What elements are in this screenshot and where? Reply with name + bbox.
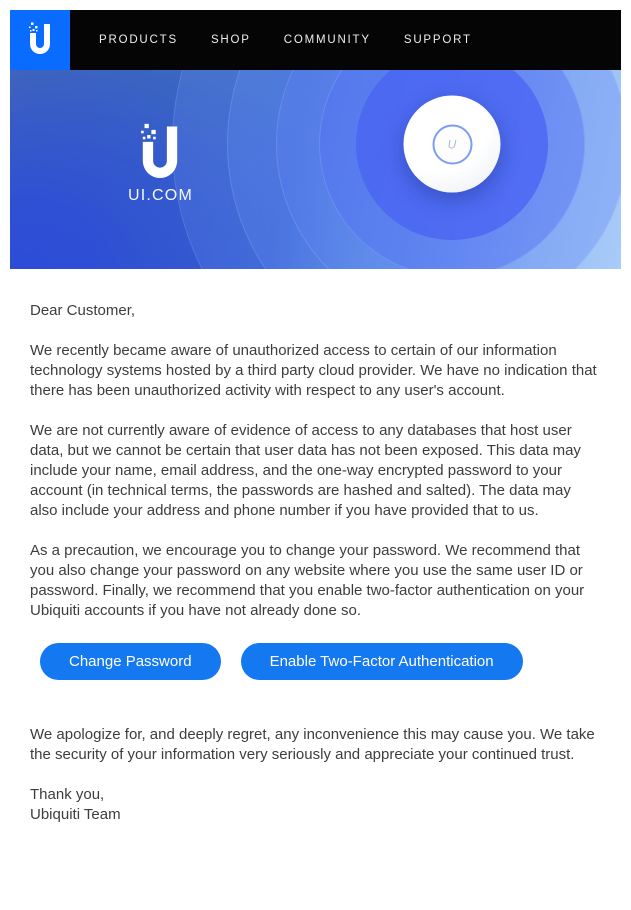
paragraph-apology: We apologize for, and deeply regret, any inconvenience this may cause you. We take the security of your information very seriously and appreciate your continued trust. (30, 726, 595, 763)
nav-item-community[interactable]: COMMUNITY (283, 34, 371, 46)
ubiquiti-logo-button[interactable] (10, 10, 70, 70)
nav-item-products[interactable]: PRODUCTS (99, 34, 178, 46)
uicom-wordmark: UI.COM (128, 187, 193, 204)
cta-button-row (40, 643, 601, 680)
enable-2fa-button[interactable]: Enable Two-Factor Authentication (241, 643, 523, 680)
nav-item-support[interactable]: SUPPORT (403, 34, 472, 46)
nav-item-shop[interactable]: SHOP (210, 34, 251, 46)
paragraph-incident: We recently became aware of unauthorized access to certain of our information technology systems hosted by a third party cloud provider. We have no indication that there has been unauthorized activity with respect to any user's account. (30, 342, 597, 399)
paragraph-precaution: As a precaution, we encourage you to change your password. We recommend that you also change your password on any website where you use the same user ID or password. Finally, we recommend that you enable two-factor authentication on your Ubiquiti accounts if you have not already done so. (30, 542, 585, 619)
email-body (10, 269, 621, 825)
greeting: Dear Customer, (30, 302, 136, 319)
access-point-led-ring (432, 124, 472, 164)
hero-banner (10, 70, 621, 269)
paragraph-data-exposure: We are not currently aware of evidence of access to any databases that host user data, but we cannot be certain that user data has not been exposed. This data may include your name, email address, and the one-way encrypted password to your account (in technical terms, the passwords are hashed and salted). The data may also include your address and phone number if you have provided that to us. (30, 422, 581, 519)
signoff-thanks: Thank you, (30, 786, 105, 803)
access-point-u-mark: U (447, 137, 457, 151)
nav-menu (70, 10, 505, 70)
change-password-button[interactable]: Change Password (40, 643, 221, 680)
access-point-image (404, 96, 501, 193)
signoff-team: Ubiquiti Team (30, 806, 121, 823)
signoff (30, 785, 601, 825)
uicom-brand (128, 123, 192, 205)
ubiquiti-u-icon (25, 22, 55, 59)
email-page (10, 0, 621, 825)
uicom-logo-icon (128, 123, 192, 178)
top-nav (10, 10, 621, 70)
